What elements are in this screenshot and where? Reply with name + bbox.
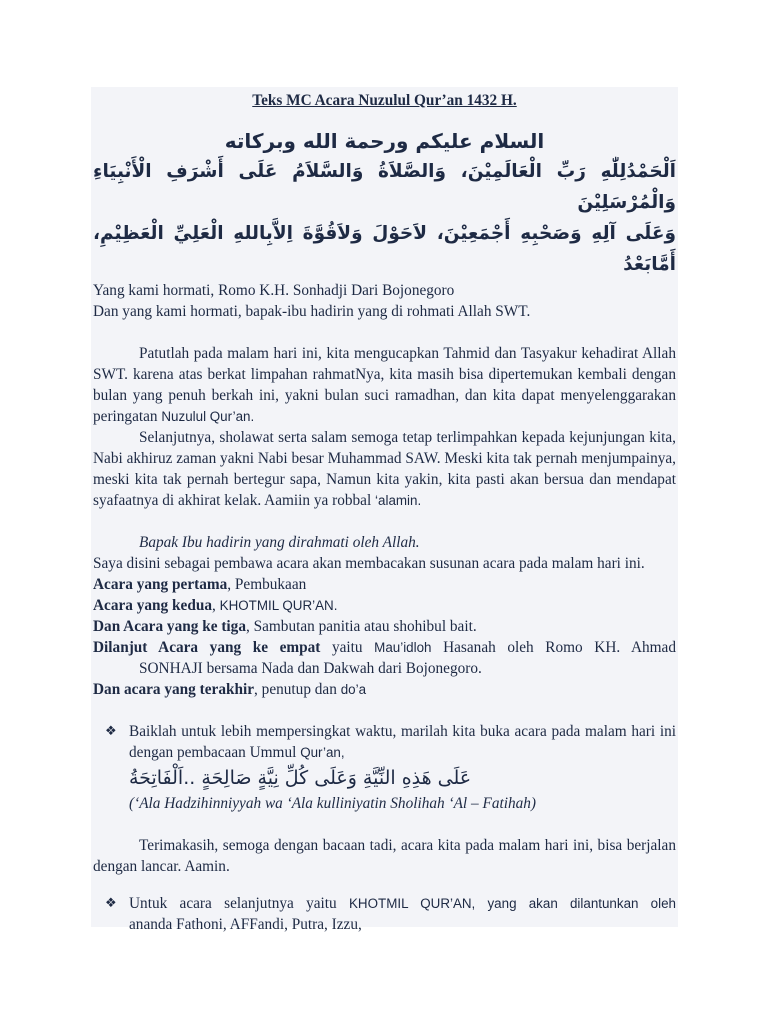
agenda-item-1 bbox=[93, 574, 676, 595]
agenda-item-2-text: , bbox=[211, 597, 220, 614]
agenda-item-1-label: Acara yang pertama bbox=[93, 576, 228, 593]
agenda-item-3-label: Dan Acara yang ke tiga bbox=[93, 618, 246, 635]
arabic-opening-line-1: اَلْحَمْدُلِلّٰهِ رَبِّ الْعَالَمِيْنَ، وَالصَّلاَةُ وَالسَّلاَمُ عَلَى أَشْرَفِ الْأَنْبِيَاءِ وَالْمُرْسَلِيْنَ bbox=[93, 161, 676, 213]
paragraph-sholawat-end: ‘alamin. bbox=[375, 493, 422, 508]
bullet-fatihah-sans: Qur’an, bbox=[300, 745, 345, 760]
paragraph-sholawat bbox=[93, 427, 676, 511]
four-diamond-bullet-icon: ❖ bbox=[105, 896, 117, 911]
agenda-item-3-text: , Sambutan panitia atau shohibul bait. bbox=[245, 618, 477, 635]
agenda-item-2-sans: KHOTMIL QUR’AN. bbox=[219, 598, 338, 613]
bullet-fatihah-text: Baiklah untuk lebih mempersingkat waktu, marilah kita buka acara pada malam hari ini dengan pembacaan Ummul bbox=[129, 723, 676, 761]
arabic-fatihah bbox=[93, 763, 676, 793]
agenda-item-5-sans: do’a bbox=[340, 682, 367, 697]
paragraph-tahmid-end: Nuzulul Qur’an. bbox=[161, 409, 255, 424]
agenda-item-2 bbox=[93, 595, 676, 616]
arabic-fatihah-text: عَلَى هَذِهِ النِّيَّةِ وَعَلَى كُلِّ نِيَّةٍ صَالِحَةٍ ..اَلْفَاتِحَةُ bbox=[129, 767, 472, 789]
document-page bbox=[91, 87, 678, 933]
agenda-item-4-text: yaitu bbox=[320, 639, 375, 656]
agenda-item-4-sans: Mau’idloh bbox=[374, 640, 432, 655]
bullet-khotmil-line-2: ananda Fathoni, AFFandi, Putra, Izzu, bbox=[129, 916, 362, 933]
paragraph-tahmid bbox=[93, 343, 676, 427]
address-line: Bapak Ibu hadirin yang dirahmati oleh Allah. bbox=[139, 534, 420, 551]
agenda-item-4 bbox=[93, 637, 676, 658]
agenda-item-5-text: , penutup dan bbox=[254, 681, 341, 698]
agenda-item-1-text: , Pembukaan bbox=[227, 576, 307, 593]
intro-paragraph: Saya disini sebagai pembawa acara akan membacakan susunan acara pada malam hari ini. bbox=[93, 555, 645, 572]
fatihah-transliteration: (‘Ala Hadzihinniyyah wa ‘Ala kulliniyatin Sholihah ‘Al – Fatihah) bbox=[129, 795, 537, 812]
arabic-opening-line-2: وَعَلَى آلِهِ وَصَحْبِهِ أَجْمَعِيْنَ، لاَحَوْلَ وَلاَقُوَّةَ اِلاَّبِاللهِ الْعَلِيِّ الْعَظِيْمِ، أَمَّابَعْدُ bbox=[93, 223, 676, 275]
agenda-item-4-text-2: Hasanah oleh Romo KH. Ahmad bbox=[431, 639, 676, 656]
agenda-item-5-label: Dan acara yang terakhir bbox=[93, 681, 255, 698]
agenda-item-5 bbox=[93, 679, 676, 700]
agenda-item-3 bbox=[93, 616, 676, 637]
greeting-line-1: Yang kami hormati, Romo K.H. Sonhadji Dari Bojonegoro bbox=[93, 282, 455, 299]
agenda-item-4-line-2: SONHAJI bersama Nada dan Dakwah dari Bojonegoro. bbox=[139, 660, 482, 677]
bullet-khotmil-line-1 bbox=[129, 893, 676, 914]
agenda-item-4-label: Dilanjut Acara yang ke empat bbox=[93, 639, 321, 656]
document-title: Teks MC Acara Nuzulul Qur’an 1432 H. bbox=[252, 92, 517, 109]
paragraph-tahmid-text: Patutlah pada malam hari ini, kita mengucapkan Tahmid dan Tasyakur kehadirat Allah SWT. karena atas berkat limpahan rahmatNya, kita masih bisa dipertemukan kembali dengan bulan yang penuh berkah ini, yakni bulan suci ramadhan, dan kita dapat menyelenggarakan peringatan bbox=[93, 345, 676, 425]
bullet-fatihah bbox=[93, 721, 676, 763]
agenda-item-2-label: Acara yang kedua bbox=[93, 597, 212, 614]
greeting-line-2: Dan yang kami hormati, bapak-ibu hadirin yang di rohmati Allah SWT. bbox=[93, 303, 531, 320]
arabic-salam: السلام عليكم ورحمة الله وبركاته bbox=[224, 129, 545, 153]
bullet-khotmil-sans: KHOTMIL QUR’AN, yang akan dilantunkan oleh bbox=[349, 896, 676, 911]
four-diamond-bullet-icon: ❖ bbox=[105, 724, 117, 739]
bullet-khotmil bbox=[93, 893, 676, 935]
paragraph-terimakasih: Terimakasih, semoga dengan bacaan tadi, acara kita pada malam hari ini, bisa berjalan dengan lancar. Aamin. bbox=[93, 837, 676, 875]
bullet-khotmil-text: Untuk acara selanjutnya yaitu bbox=[129, 895, 349, 912]
paragraph-sholawat-text: Selanjutnya, sholawat serta salam semoga tetap terlimpahkan kepada kejunjungan kita, Nabi akhiruz zaman yakni Nabi besar Muhammad SAW. Meski kita tak pernah menjumpainya, meski kita tak pernah bertegur sapa, Namun kita yakin, kita pasti akan bersua dan mendapat syafaatnya di akhirat kelak. Aamiin ya robbal bbox=[93, 429, 676, 509]
